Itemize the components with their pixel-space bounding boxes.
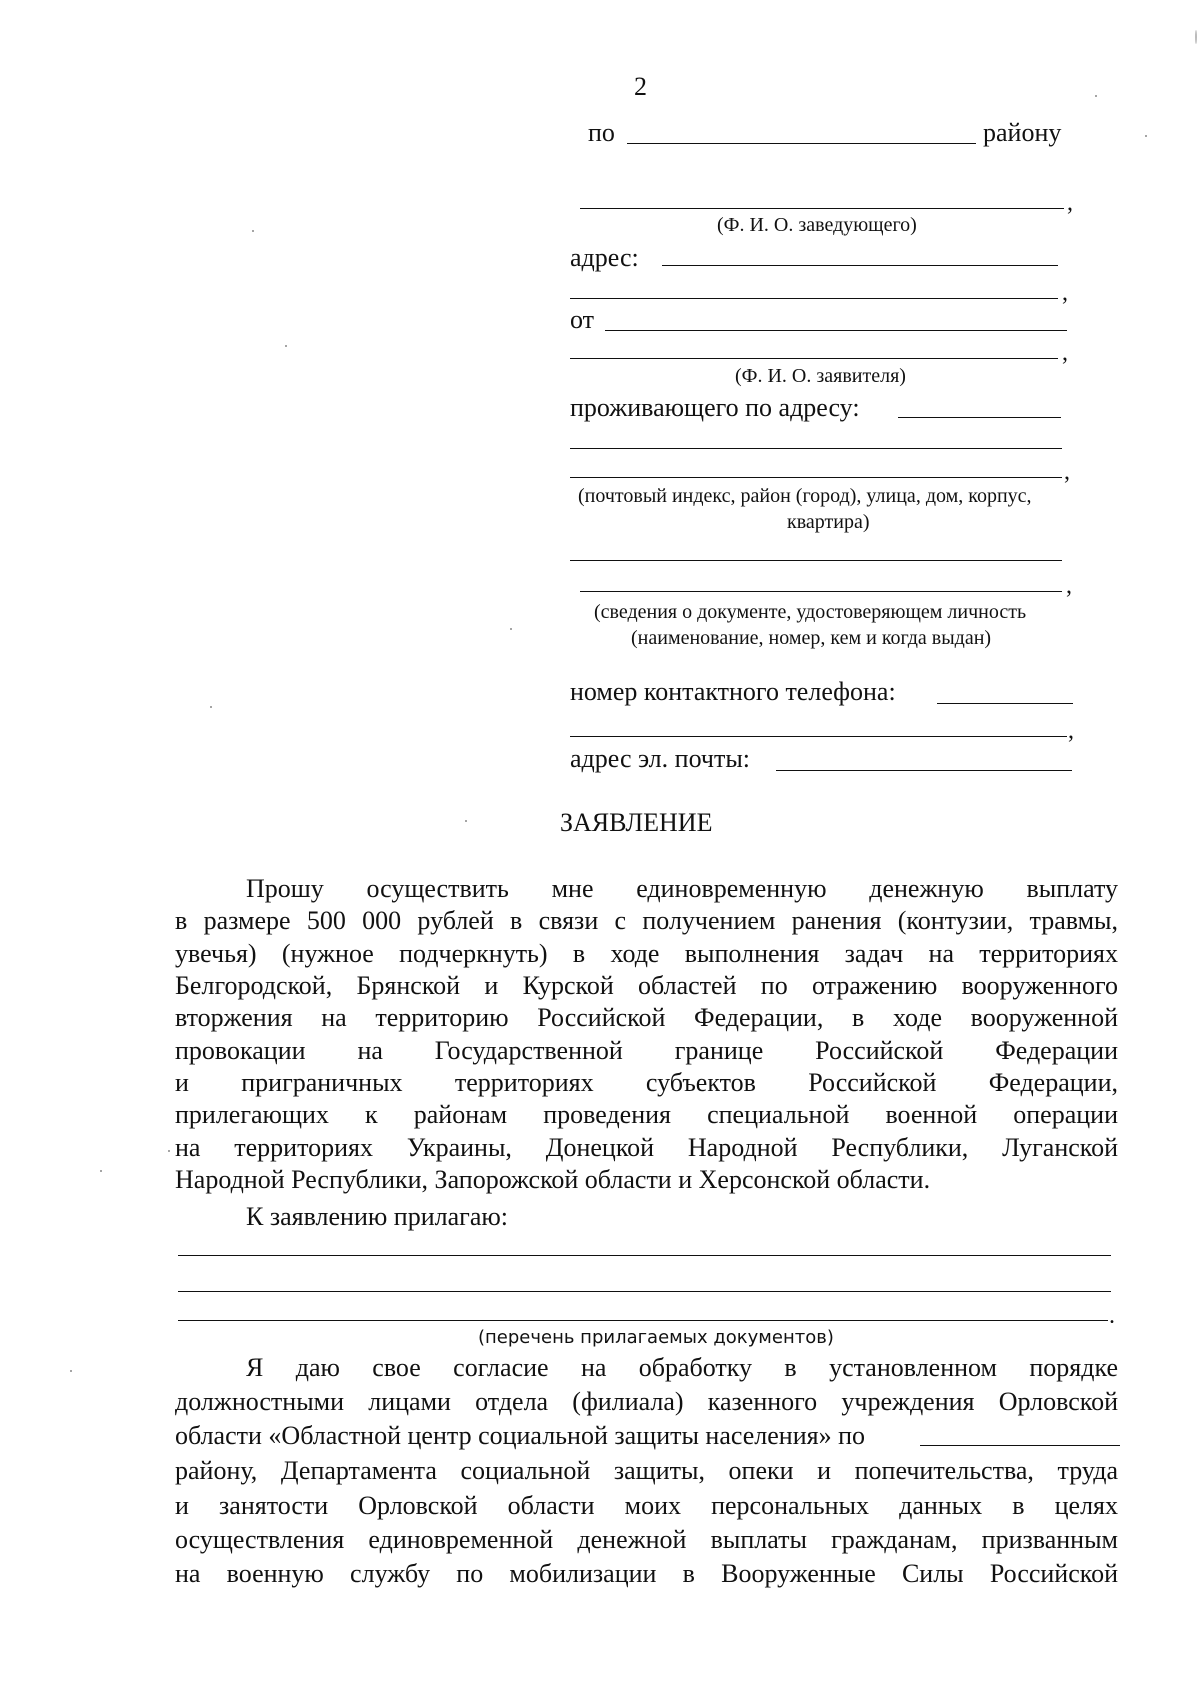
attach-caption: (перечень прилагаемых документов) xyxy=(478,1327,834,1348)
scan-speck xyxy=(168,1150,170,1152)
id-caption-line2: (наименование, номер, кем и когда выдан) xyxy=(631,627,992,649)
id-line-2 xyxy=(580,591,1062,592)
phone-line-2 xyxy=(570,736,1067,737)
scan-speck xyxy=(100,1170,102,1172)
residing-label: проживающего по адресу: xyxy=(570,393,860,422)
request-line: прилегающих к районам проведения специальной военной операции xyxy=(175,1100,1118,1129)
residing-comma: , xyxy=(1064,459,1070,485)
residing-line-3 xyxy=(570,477,1062,478)
scan-speck xyxy=(510,628,512,630)
scan-speck xyxy=(210,706,212,708)
scan-speck xyxy=(1095,95,1097,97)
head-fio-comma: , xyxy=(1067,190,1073,216)
district-line xyxy=(627,143,976,144)
attach-label: К заявлению прилагаю: xyxy=(246,1202,509,1231)
request-line: на территориях Украины, Донецкой Народной Республики, Луганской xyxy=(175,1133,1118,1162)
address-comma: , xyxy=(1062,280,1068,306)
address-line-2 xyxy=(570,298,1058,299)
postal-caption-line1: (почтовый индекс, район (город), улица, дом, корпус, xyxy=(578,485,1032,507)
head-fio-line xyxy=(580,208,1064,209)
attach-line-1 xyxy=(178,1255,1111,1256)
address-line-1 xyxy=(662,265,1058,266)
request-line: вторжения на территорию Российской Федерации, в ходе вооруженной xyxy=(175,1003,1118,1032)
consent-line: району, Департамента социальной защиты, опеки и попечительства, труда xyxy=(175,1456,1118,1485)
scan-speck xyxy=(285,345,287,347)
scan-speck xyxy=(1145,135,1147,137)
scan-speck xyxy=(1195,30,1197,44)
request-line: и приграничных территориях субъектов Российской Федерации, xyxy=(175,1068,1118,1097)
raionu-label: району xyxy=(983,118,1062,147)
request-line: увечья) (нужное подчеркнуть) в ходе выполнения задач на территориях xyxy=(175,939,1118,968)
request-line: Белгородской, Брянской и Курской областей по отражению вооруженного xyxy=(175,971,1118,1000)
phone-label: номер контактного телефона: xyxy=(570,677,896,706)
residing-line-1 xyxy=(898,417,1061,418)
phone-comma: , xyxy=(1068,718,1074,744)
id-caption-line1: (сведения о документе, удостоверяющем личность xyxy=(594,601,1027,623)
applicant-fio-caption: (Ф. И. О. заявителя) xyxy=(735,365,906,387)
consent-district-line xyxy=(920,1445,1120,1446)
consent-line: должностными лицами отдела (филиала) казенного учреждения Орловской xyxy=(175,1387,1118,1416)
from-comma: , xyxy=(1062,340,1068,366)
attach-period: . xyxy=(1109,1303,1115,1329)
po-label: по xyxy=(588,118,615,147)
page-number: 2 xyxy=(634,72,647,101)
consent-line: и занятости Орловской области моих персональных данных в целях xyxy=(175,1491,1118,1520)
document-title: ЗАЯВЛЕНИЕ xyxy=(560,808,713,837)
email-label: адрес эл. почты: xyxy=(570,744,751,773)
scan-speck xyxy=(465,820,467,822)
email-line xyxy=(776,770,1072,771)
request-line: Народной Республики, Запорожской области и Херсонской области. xyxy=(175,1165,931,1194)
consent-line: Я даю свое согласие на обработку в установленном порядке xyxy=(246,1353,1118,1382)
id-line-1 xyxy=(570,560,1062,561)
from-line-2 xyxy=(570,358,1058,359)
request-line: в размере 500 000 рублей в связи с получением ранения (контузии, травмы, xyxy=(175,906,1118,935)
request-line: Прошу осуществить мне единовременную денежную выплату xyxy=(246,874,1118,903)
head-fio-caption: (Ф. И. О. заведующего) xyxy=(717,214,917,236)
id-comma: , xyxy=(1066,573,1072,599)
consent-line: осуществления единовременной денежной выплаты гражданам, призванным xyxy=(175,1525,1118,1554)
scan-speck xyxy=(252,230,254,232)
from-line-1 xyxy=(605,330,1067,331)
address-label: адрес: xyxy=(570,243,639,272)
residing-line-2 xyxy=(570,448,1062,449)
scan-speck xyxy=(70,1370,72,1372)
consent-line: области «Областной центр социальной защиты населения» по xyxy=(175,1421,866,1450)
from-label: от xyxy=(570,305,595,334)
attach-line-3 xyxy=(178,1320,1108,1321)
phone-line-1 xyxy=(937,703,1073,704)
postal-caption-line2: квартира) xyxy=(787,511,870,533)
attach-line-2 xyxy=(178,1291,1111,1292)
consent-line: на военную службу по мобилизации в Вооруженные Силы Российской xyxy=(175,1559,1118,1588)
request-line: провокации на Государственной границе Российской Федерации xyxy=(175,1036,1118,1065)
